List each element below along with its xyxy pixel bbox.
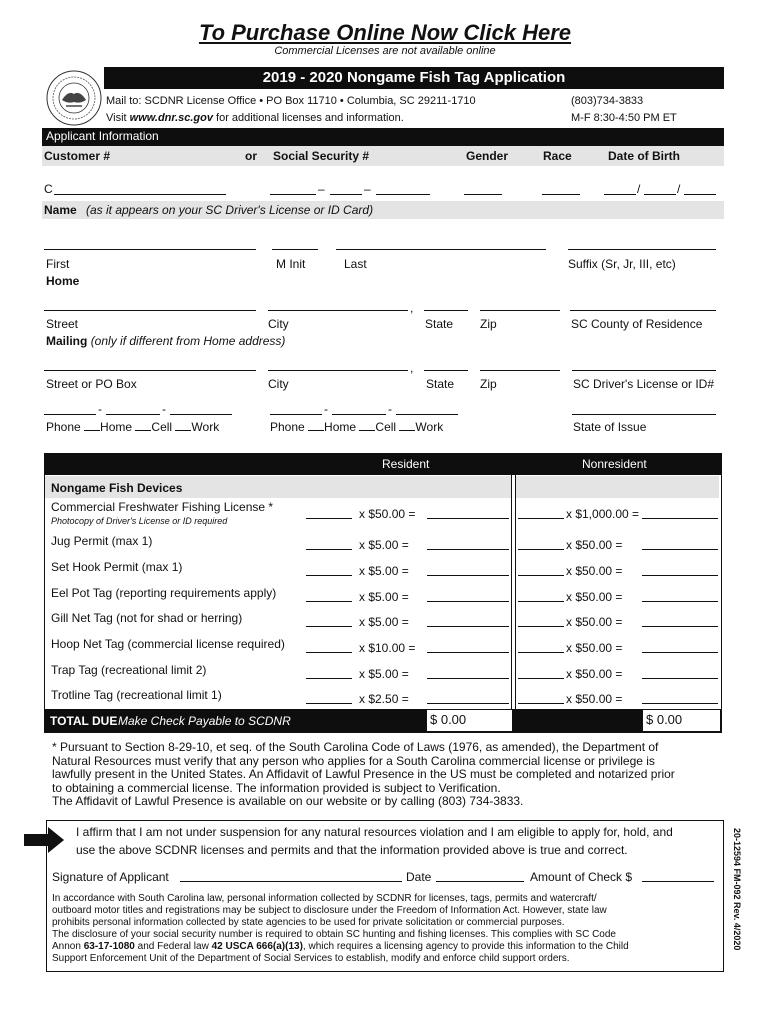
fee-row-label: Jug Permit (max 1): [51, 534, 153, 548]
privacy-line-5a: Annon: [52, 941, 84, 952]
mailing-zip-field[interactable]: [480, 370, 560, 371]
mailing-city-label: City: [268, 377, 289, 391]
dob-year-field[interactable]: [684, 194, 716, 195]
lawful-presence-footnote: [52, 741, 724, 809]
nonresident-qty-field[interactable]: [518, 703, 564, 704]
form-title: 2019 - 2020 Nongame Fish Tag Application: [262, 69, 566, 86]
dob-month-field[interactable]: [604, 194, 636, 195]
phone1-line-field[interactable]: [170, 414, 232, 415]
nonresident-total: $ 0.00: [646, 712, 683, 727]
home-state-field[interactable]: [424, 310, 468, 311]
phone2-label: Phone: [270, 420, 305, 434]
resident-price: x $5.00 =: [359, 615, 409, 629]
phone1-dash-1: -: [98, 402, 102, 416]
phone2-work-check[interactable]: [399, 430, 415, 431]
footnote-line-4: to obtaining a commercial license. The information provided is subject to Verification.: [52, 780, 501, 795]
phone1-prefix-field[interactable]: [106, 414, 160, 415]
state-of-issue-field[interactable]: [572, 414, 716, 415]
middle-initial-field[interactable]: [272, 249, 318, 250]
drivers-license-field[interactable]: [572, 370, 716, 371]
home-comma: ,: [410, 301, 414, 315]
resident-subtotal-field[interactable]: [427, 575, 509, 576]
first-name-field[interactable]: [44, 249, 256, 250]
city-label: City: [268, 317, 289, 331]
nonresident-total-box: [642, 709, 721, 732]
mailing-street-field[interactable]: [44, 370, 256, 371]
resident-price: x $50.00 =: [359, 507, 416, 521]
phone1-home-label: Home: [100, 420, 133, 434]
or-label: or: [245, 149, 257, 163]
gender-label: Gender: [466, 149, 509, 163]
nonresident-price: x $50.00 =: [566, 538, 623, 552]
fee-header-bar: [44, 453, 722, 475]
nonresident-subtotal-field[interactable]: [642, 549, 718, 550]
privacy-line-6: Support Enforcement Unit of the Department of Social Services to establish, modify and enforce child support orders.: [52, 953, 570, 964]
total-due-note: Make Check Payable to SCDNR: [118, 714, 291, 728]
privacy-federal-ref: 42 USCA 666(a)(13): [211, 941, 303, 952]
date-label: Date: [406, 870, 432, 884]
mailing-city-field[interactable]: [268, 370, 408, 371]
privacy-line-5c: and Federal law: [134, 941, 212, 952]
purchase-online-link[interactable]: To Purchase Online Now Click Here: [198, 20, 572, 45]
nonresident-price: x $50.00 =: [566, 692, 623, 706]
phone2-prefix-field[interactable]: [332, 414, 386, 415]
phone1-work-check[interactable]: [175, 430, 191, 431]
arrow-right-icon: [24, 827, 64, 853]
fee-row-label: Hoop Net Tag (commercial license required): [51, 637, 285, 651]
mailing-label-row: [46, 334, 285, 348]
nonresident-subtotal-field[interactable]: [642, 626, 718, 627]
resident-header: Resident: [382, 457, 430, 471]
home-city-field[interactable]: [268, 310, 408, 311]
signature-label: Signature of Applicant: [52, 870, 169, 884]
name-header-row: [42, 201, 724, 219]
fee-row-label: Trap Tag (recreational limit 2): [51, 663, 207, 677]
fee-row-label: Set Hook Permit (max 1): [51, 560, 183, 574]
street-label: Street: [46, 317, 79, 331]
fee-section-row-right: [516, 476, 719, 498]
nonresident-qty-field[interactable]: [518, 601, 564, 602]
drivers-license-label: SC Driver's License or ID#: [573, 377, 714, 391]
ssn-dash-2: –: [364, 182, 371, 196]
fee-row-note: Photocopy of Driver's License or ID required: [51, 516, 228, 526]
state-label: State: [425, 317, 454, 331]
privacy-line-1: In accordance with South Carolina law, personal information collected by SCDNR for licenses, tags, permits and watercraft/: [52, 893, 597, 904]
state-of-issue-label: State of Issue: [573, 420, 647, 434]
applicant-section-title: Applicant Information: [46, 129, 159, 143]
nonresident-subtotal-field[interactable]: [642, 678, 718, 679]
resident-qty-field[interactable]: [306, 626, 352, 627]
resident-subtotal-field[interactable]: [427, 601, 509, 602]
county-label: SC County of Residence: [571, 317, 703, 331]
applicant-section-bar: [42, 128, 724, 146]
total-due-bar: [44, 709, 426, 732]
phone1-cell-label: Cell: [151, 420, 173, 434]
privacy-line-4: The disclosure of your social security number is required to obtain SC hunting and fishing licenses. This complies with SC Code: [52, 929, 616, 940]
resident-price: x $10.00 =: [359, 641, 416, 655]
ssn-part2-field[interactable]: [330, 194, 362, 195]
privacy-notice: [52, 893, 720, 965]
applicant-header-row: [42, 146, 724, 166]
customer-label: Customer #: [44, 149, 111, 163]
nonresident-qty-field[interactable]: [518, 652, 564, 653]
zip-label: Zip: [480, 317, 497, 331]
race-label: Race: [543, 149, 572, 163]
dob-slash-2: /: [677, 182, 681, 196]
ssn-label: Social Security #: [273, 149, 370, 163]
resident-price: x $2.50 =: [359, 692, 409, 706]
mail-to-text: Mail to: SCDNR License Office • PO Box 11710 • Columbia, SC 29211-1710: [106, 95, 476, 107]
nonresident-subtotal-field[interactable]: [642, 518, 718, 519]
phone2-area-field[interactable]: [270, 414, 322, 415]
last-label: Last: [344, 257, 367, 271]
phone2-cell-label: Cell: [375, 420, 397, 434]
resident-subtotal-field[interactable]: [427, 678, 509, 679]
nonresident-header: Nonresident: [582, 457, 647, 471]
nonresident-subtotal-field[interactable]: [642, 652, 718, 653]
privacy-line-5e: , which requires a licensing agency to provide this information to the Child: [302, 941, 629, 952]
resident-price: x $5.00 =: [359, 538, 409, 552]
scdnr-seal-logo: [46, 70, 102, 126]
fee-row-label: Trotline Tag (recreational limit 1): [51, 688, 222, 702]
website-link[interactable]: www.dnr.sc.gov: [129, 112, 213, 124]
gender-field[interactable]: [464, 194, 502, 195]
phone2-line-field[interactable]: [396, 414, 458, 415]
resident-total-box: [426, 709, 513, 732]
name-note: (as it appears on your SC Driver's License or ID Card): [86, 203, 374, 217]
race-field[interactable]: [542, 194, 580, 195]
mailing-zip-label: Zip: [480, 377, 497, 391]
signature-field[interactable]: [180, 881, 402, 882]
fee-table-divider: [511, 475, 512, 709]
nonresident-price: x $50.00 =: [566, 615, 623, 629]
total-due-label: TOTAL DUE: [50, 714, 118, 728]
home-street-field[interactable]: [44, 310, 256, 311]
fee-row-label: Commercial Freshwater Fishing License *: [51, 500, 274, 514]
resident-qty-field[interactable]: [306, 703, 352, 704]
privacy-code-ref: 63-17-1080: [83, 941, 135, 952]
total-spacer-bar: [512, 709, 642, 732]
last-name-field[interactable]: [336, 249, 546, 250]
mailing-state-label: State: [426, 377, 455, 391]
resident-total: $ 0.00: [430, 712, 467, 727]
name-label: Name: [44, 203, 77, 217]
resident-qty-field[interactable]: [306, 518, 352, 519]
resident-qty-field[interactable]: [306, 678, 352, 679]
phone2-dash-2: -: [388, 402, 392, 416]
mailing-note: (only if different from Home address): [90, 334, 286, 348]
form-code: 20-12594 FM-092 Rev. 4/2020: [732, 828, 742, 951]
phone1-home-check[interactable]: [84, 430, 100, 431]
mailing-label: Mailing: [46, 334, 88, 348]
visit-text: [106, 112, 404, 124]
footnote-line-2: Natural Resources must verify that any person who applies for a South Carolina commercial license or privilege is: [52, 753, 655, 768]
suffix-label: Suffix (Sr, Jr, III, etc): [568, 257, 676, 271]
nonresident-subtotal-field[interactable]: [642, 703, 718, 704]
amount-of-check-label: Amount of Check $: [530, 870, 633, 884]
resident-subtotal-field[interactable]: [427, 703, 509, 704]
suffix-field[interactable]: [568, 249, 716, 250]
resident-qty-field[interactable]: [306, 549, 352, 550]
phone1-dash-2: -: [162, 402, 166, 416]
dob-day-field[interactable]: [644, 194, 676, 195]
phone1-label: Phone: [46, 420, 81, 434]
mailing-comma: ,: [410, 361, 414, 375]
privacy-line-2: outboard motor titles and registrations may be subject to disclosure under the Freedom of Information Act. However, state law: [52, 905, 607, 916]
fee-row-label: Eel Pot Tag (reporting requirements apply): [51, 586, 277, 600]
resident-price: x $5.00 =: [359, 590, 409, 604]
online-note: Commercial Licenses are not available online: [274, 45, 496, 57]
nonresident-subtotal-field[interactable]: [642, 575, 718, 576]
customer-prefix: C: [44, 182, 53, 196]
resident-qty-field[interactable]: [306, 652, 352, 653]
footnote-line-1: * Pursuant to Section 8-29-10, et seq. of the South Carolina Code of Laws (1976, as amended), the Department of: [52, 740, 659, 754]
county-field[interactable]: [570, 310, 716, 311]
amount-of-check-field[interactable]: [642, 881, 714, 882]
street-po-label: Street or PO Box: [46, 377, 137, 391]
footnote-line-5: The Affidavit of Lawful Presence is available on our website or by calling (803) 734-3833.: [52, 794, 524, 808]
fee-section-label: Nongame Fish Devices: [51, 481, 183, 495]
home-zip-field[interactable]: [480, 310, 560, 311]
resident-qty-field[interactable]: [306, 575, 352, 576]
privacy-line-5: [52, 941, 720, 953]
resident-subtotal-field[interactable]: [427, 626, 509, 627]
nonresident-price: x $50.00 =: [566, 641, 623, 655]
first-label: First: [46, 257, 70, 271]
date-field[interactable]: [436, 881, 524, 882]
phone1-cell-check[interactable]: [135, 430, 151, 431]
dob-slash-1: /: [637, 182, 641, 196]
affirm-line-2: use the above SCDNR licenses and permits and that the information provided above is true and correct.: [76, 843, 628, 857]
nonresident-qty-field[interactable]: [518, 678, 564, 679]
phone1-work-label: Work: [191, 420, 220, 434]
nonresident-qty-field[interactable]: [518, 518, 564, 519]
nonresident-subtotal-field[interactable]: [642, 601, 718, 602]
mailing-state-field[interactable]: [424, 370, 468, 371]
home-label: Home: [46, 274, 80, 288]
nonresident-qty-field[interactable]: [518, 626, 564, 627]
nonresident-price: x $50.00 =: [566, 667, 623, 681]
nonresident-qty-field[interactable]: [518, 575, 564, 576]
resident-subtotal-field[interactable]: [427, 549, 509, 550]
resident-price: x $5.00 =: [359, 564, 409, 578]
resident-qty-field[interactable]: [306, 601, 352, 602]
phone1-area-field[interactable]: [44, 414, 96, 415]
visit-suffix: for additional licenses and information.: [212, 112, 404, 124]
phone2-home-check[interactable]: [308, 430, 324, 431]
nonresident-price: x $50.00 =: [566, 590, 623, 604]
visit-prefix: Visit: [106, 112, 130, 124]
resident-subtotal-field[interactable]: [427, 518, 509, 519]
phone-number: (803)734-3833: [571, 95, 644, 107]
minit-label: M Init: [276, 257, 306, 271]
nonresident-qty-field[interactable]: [518, 549, 564, 550]
dob-label: Date of Birth: [608, 149, 680, 163]
fee-row-label: Gill Net Tag (not for shad or herring): [51, 611, 243, 625]
footnote-line-3: lawfully present in the United States. An Affidavit of Lawful Presence in the US must be completed and notarized prior: [52, 767, 675, 781]
privacy-line-3: prohibits personal information collected by state agencies to be used for private solicitation or commercial purposes.: [52, 917, 565, 928]
office-hours: M-F 8:30-4:50 PM ET: [571, 112, 677, 124]
phone2-home-label: Home: [324, 420, 357, 434]
customer-number-field[interactable]: [54, 194, 226, 195]
resident-price: x $5.00 =: [359, 667, 409, 681]
ssn-part1-field[interactable]: [270, 194, 316, 195]
phone2-dash-1: -: [324, 402, 328, 416]
affirm-line-1: I affirm that I am not under suspension for any natural resources violation and I am eligible to apply for, hold, and: [76, 825, 673, 839]
phone2-type-row: [270, 420, 443, 434]
fee-section-row: [45, 476, 511, 498]
nonresident-price: x $50.00 =: [566, 564, 623, 578]
nonresident-price: x $1,000.00 =: [566, 507, 640, 521]
ssn-dash-1: –: [318, 182, 325, 196]
resident-subtotal-field[interactable]: [427, 652, 509, 653]
fee-table-divider-2: [515, 475, 516, 709]
ssn-part3-field[interactable]: [376, 194, 430, 195]
form-title-bar: [104, 67, 724, 89]
phone2-work-label: Work: [415, 420, 444, 434]
phone2-cell-check[interactable]: [359, 430, 375, 431]
phone1-type-row: [46, 420, 219, 434]
